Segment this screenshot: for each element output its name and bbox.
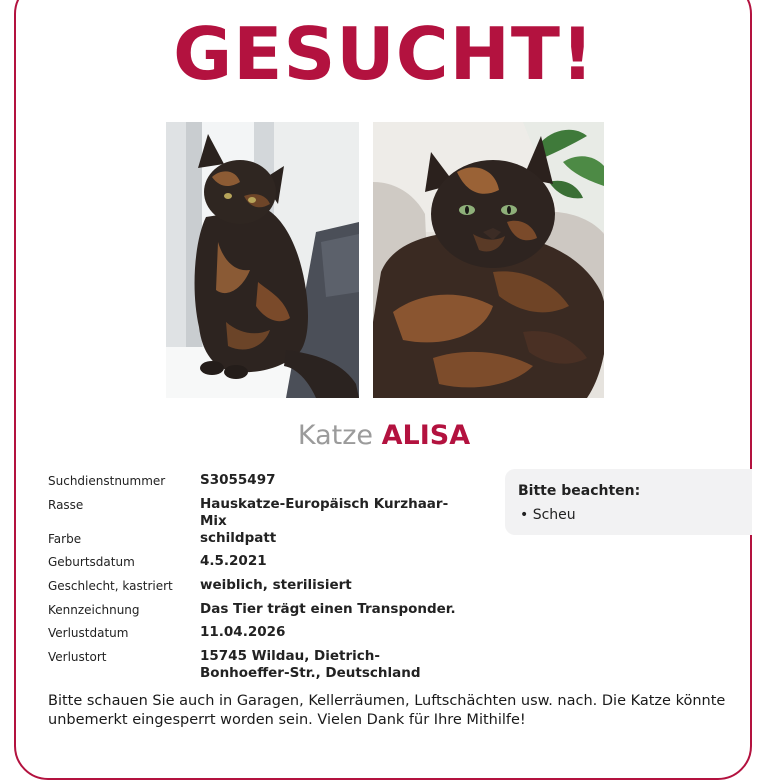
tortoiseshell-cat-sitting-photo (166, 122, 359, 398)
cat-photo-sitting (166, 122, 359, 398)
detail-row-verlustdatum (48, 624, 478, 648)
notice-box (505, 469, 752, 535)
detail-row-geschlecht (48, 577, 478, 601)
detail-row-geburtsdatum (48, 553, 478, 577)
detail-label: Rasse (48, 497, 84, 512)
detail-label: Suchdienstnummer (48, 474, 166, 488)
detail-row-rasse (48, 496, 478, 530)
detail-row-farbe (48, 530, 478, 554)
cat-photo-lying (373, 122, 604, 398)
detail-value: Hauskatze-Europäisch Kurzhaar-Mix (200, 495, 449, 529)
detail-value: Das Tier trägt einen Transponder. (200, 600, 456, 617)
detail-label: Verlustdatum (48, 626, 129, 641)
detail-label: Kennzeichnung (48, 602, 140, 617)
footer-note: Bitte schauen Sie auch in Garagen, Kellerräumen, Luftschächten usw. nach. Die Katze könnte unbemerkt eingesperrt worden sein. Vielen Dank für Ihre Mithilfe! (48, 693, 726, 728)
notice-title: Bitte beachten: (518, 483, 641, 499)
detail-value: 15745 Wildau, Dietrich-Bonhoeffer-Str., Deutschland (200, 648, 421, 682)
cat-name: ALISA (381, 420, 471, 451)
detail-value: weiblich, sterilisiert (200, 577, 352, 594)
detail-row-verlustort (48, 648, 478, 682)
cat-name-heading (0, 418, 768, 454)
detail-value: 11.04.2026 (200, 624, 286, 641)
detail-label: Geschlecht, kastriert (48, 579, 173, 594)
detail-row-suchdienstnummer (48, 472, 478, 496)
tortoiseshell-cat-lying-photo (373, 122, 604, 398)
notice-item: • Scheu (520, 507, 576, 523)
detail-value: schildpatt (200, 529, 277, 546)
detail-row-kennzeichnung (48, 601, 478, 625)
detail-value: 4.5.2021 (200, 553, 267, 570)
detail-label: Geburtsdatum (48, 555, 135, 570)
poster-title: GESUCHT! (173, 12, 595, 96)
detail-value: S3055497 (200, 472, 276, 488)
species-label: Katze (297, 420, 374, 451)
detail-label: Verlustort (48, 650, 107, 665)
detail-label: Farbe (48, 531, 82, 546)
details-table (48, 472, 478, 682)
